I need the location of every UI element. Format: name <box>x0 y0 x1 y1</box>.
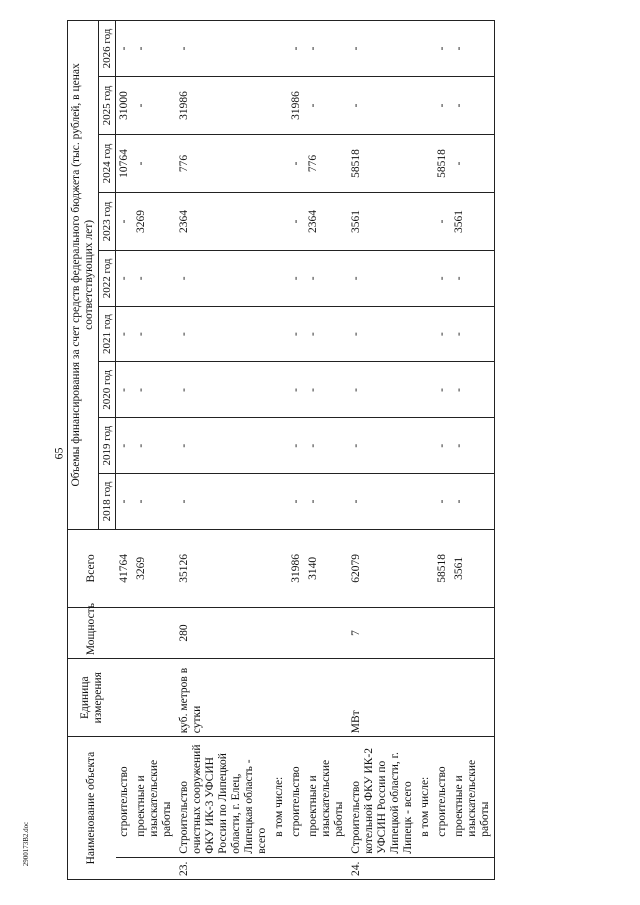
year-value: 3561 <box>348 192 417 250</box>
row-index: 24. <box>348 857 417 879</box>
row-index <box>434 857 451 879</box>
year-value: - <box>348 418 417 474</box>
year-value: - <box>451 362 495 418</box>
year-value: 3269 <box>133 192 176 250</box>
year-value <box>417 250 434 306</box>
capacity-cell <box>116 607 134 658</box>
year-value <box>271 362 288 418</box>
year-value: - <box>116 21 134 77</box>
year-value <box>271 21 288 77</box>
year-value: 3561 <box>451 192 495 250</box>
year-value <box>271 306 288 362</box>
year-value: - <box>434 362 451 418</box>
year-value <box>417 362 434 418</box>
year-value <box>417 474 434 530</box>
year-value: - <box>116 474 134 530</box>
year-value: - <box>176 306 271 362</box>
year-value: - <box>116 418 134 474</box>
year-value: - <box>288 192 305 250</box>
year-value: - <box>451 21 495 77</box>
header-year: 2021 год <box>99 306 116 362</box>
year-value: - <box>116 250 134 306</box>
row-index <box>305 857 348 879</box>
row-index <box>271 857 288 879</box>
year-value: - <box>176 21 271 77</box>
header-year: 2024 год <box>99 134 116 192</box>
unit-cell: МВт <box>348 659 417 737</box>
year-value: - <box>133 362 176 418</box>
object-name: Строительство очистных сооружений ФКУ ИК-3 УФСИН России по Липецкой области, г. Елец, Липецкая область - всего <box>176 737 271 857</box>
total-cell: 3269 <box>133 529 176 607</box>
table-row <box>133 21 176 880</box>
year-value: - <box>176 474 271 530</box>
year-value: - <box>451 474 495 530</box>
header-capacity: Мощность <box>68 607 116 658</box>
header-year: 2025 год <box>99 76 116 134</box>
year-value <box>271 250 288 306</box>
object-name: в том числе: <box>417 737 434 857</box>
year-value: - <box>305 76 348 134</box>
year-value: - <box>116 362 134 418</box>
year-value <box>417 21 434 77</box>
total-cell: 41764 <box>116 529 134 607</box>
object-name: строительство <box>288 737 305 857</box>
header-total: Всего <box>68 529 116 607</box>
year-value <box>417 134 434 192</box>
row-index: 23. <box>176 857 271 879</box>
object-name: проектные и изыскательские работы <box>451 737 495 857</box>
year-value: 2364 <box>176 192 271 250</box>
capacity-cell <box>451 607 495 658</box>
table-row <box>288 21 305 880</box>
header-year: 2020 год <box>99 362 116 418</box>
year-value: - <box>434 76 451 134</box>
row-index <box>133 857 176 879</box>
year-value: - <box>451 76 495 134</box>
table-row <box>271 21 288 880</box>
year-value: - <box>305 362 348 418</box>
unit-cell <box>434 659 451 737</box>
year-value: - <box>116 192 134 250</box>
capacity-cell: 7 <box>348 607 417 658</box>
year-value: - <box>348 76 417 134</box>
unit-cell: куб. метров в сутки <box>176 659 271 737</box>
year-value: - <box>451 134 495 192</box>
total-cell: 58518 <box>434 529 451 607</box>
year-value: - <box>305 21 348 77</box>
year-value: 776 <box>176 134 271 192</box>
year-value: - <box>133 474 176 530</box>
year-value: - <box>305 306 348 362</box>
year-value: 58518 <box>348 134 417 192</box>
year-value: 10764 <box>116 134 134 192</box>
capacity-cell <box>288 607 305 658</box>
unit-cell <box>133 659 176 737</box>
total-cell: 3140 <box>305 529 348 607</box>
year-value: 58518 <box>434 134 451 192</box>
page-number: 65 <box>51 447 66 460</box>
object-name: строительство <box>434 737 451 857</box>
capacity-cell <box>133 607 176 658</box>
year-value: - <box>288 362 305 418</box>
year-value: - <box>305 250 348 306</box>
header-financing: Объемы финансирования за счет средств федерального бюджета (тыс. рублей, в ценах соответствующих лет) <box>68 21 99 530</box>
header-year: 2022 год <box>99 250 116 306</box>
row-index <box>451 857 495 879</box>
rotated-table-container <box>67 20 637 880</box>
year-value: - <box>133 76 176 134</box>
total-cell: 31986 <box>288 529 305 607</box>
year-value: - <box>451 418 495 474</box>
capacity-cell <box>305 607 348 658</box>
header-name: Наименование объекта <box>68 737 116 880</box>
year-value <box>417 418 434 474</box>
capacity-cell <box>271 607 288 658</box>
year-value: - <box>434 474 451 530</box>
row-index <box>288 857 305 879</box>
year-value: - <box>348 362 417 418</box>
total-cell <box>271 529 288 607</box>
table-row <box>451 21 495 880</box>
year-value <box>417 192 434 250</box>
year-value <box>271 418 288 474</box>
total-cell: 62079 <box>348 529 417 607</box>
object-name: проектные и изыскательские работы <box>305 737 348 857</box>
year-value: - <box>176 362 271 418</box>
unit-cell <box>116 659 134 737</box>
year-value: - <box>434 250 451 306</box>
object-name: Строительство котельной ФКУ ИК-2 УФСИН России по Липецкой области, г. Липецк - всего <box>348 737 417 857</box>
total-cell: 35126 <box>176 529 271 607</box>
year-value: 31986 <box>288 76 305 134</box>
table-body <box>116 21 495 880</box>
year-value: - <box>288 250 305 306</box>
year-value: - <box>288 306 305 362</box>
year-value: - <box>133 418 176 474</box>
header-year: 2023 год <box>99 192 116 250</box>
capacity-cell <box>417 607 434 658</box>
year-value: - <box>176 418 271 474</box>
year-value: - <box>133 134 176 192</box>
year-value <box>271 474 288 530</box>
object-name: проектные и изыскательские работы <box>133 737 176 857</box>
year-value <box>271 192 288 250</box>
year-value: - <box>288 134 305 192</box>
total-cell <box>417 529 434 607</box>
capacity-cell: 280 <box>176 607 271 658</box>
year-value: - <box>176 250 271 306</box>
year-value: - <box>288 21 305 77</box>
unit-cell <box>451 659 495 737</box>
year-value: - <box>451 306 495 362</box>
year-value: - <box>288 474 305 530</box>
year-value: - <box>288 418 305 474</box>
table-row <box>417 21 434 880</box>
year-value: - <box>305 474 348 530</box>
table-row <box>434 21 451 880</box>
year-value: - <box>133 250 176 306</box>
total-cell: 3561 <box>451 529 495 607</box>
header-year: 2019 год <box>99 418 116 474</box>
year-value: - <box>133 21 176 77</box>
year-value <box>271 134 288 192</box>
year-value: - <box>116 306 134 362</box>
year-value <box>417 76 434 134</box>
footer-code: 2900173B2.doc <box>22 821 30 867</box>
year-value: - <box>451 250 495 306</box>
header-year: 2018 год <box>99 474 116 530</box>
unit-cell <box>288 659 305 737</box>
year-value: - <box>348 250 417 306</box>
unit-cell <box>417 659 434 737</box>
year-value: - <box>348 474 417 530</box>
object-name: в том числе: <box>271 737 288 857</box>
year-value: 31000 <box>116 76 134 134</box>
row-index <box>417 857 434 879</box>
table-row <box>116 21 134 880</box>
year-value: - <box>133 306 176 362</box>
capacity-cell <box>434 607 451 658</box>
header-unit: Единица измерения <box>68 659 116 737</box>
year-value <box>417 306 434 362</box>
object-name: строительство <box>116 737 134 857</box>
year-value: - <box>434 192 451 250</box>
year-value <box>271 76 288 134</box>
year-value: - <box>434 306 451 362</box>
table-row <box>348 21 417 880</box>
financing-table <box>67 20 495 880</box>
unit-cell <box>271 659 288 737</box>
year-value: 2364 <box>305 192 348 250</box>
year-value: - <box>434 21 451 77</box>
year-value: - <box>348 306 417 362</box>
header-year: 2026 год <box>99 21 116 77</box>
table-row <box>176 21 271 880</box>
unit-cell <box>305 659 348 737</box>
row-index <box>116 857 134 879</box>
year-value: - <box>305 418 348 474</box>
year-value: 776 <box>305 134 348 192</box>
year-value: 31986 <box>176 76 271 134</box>
year-value: - <box>348 21 417 77</box>
table-row <box>305 21 348 880</box>
year-value: - <box>434 418 451 474</box>
